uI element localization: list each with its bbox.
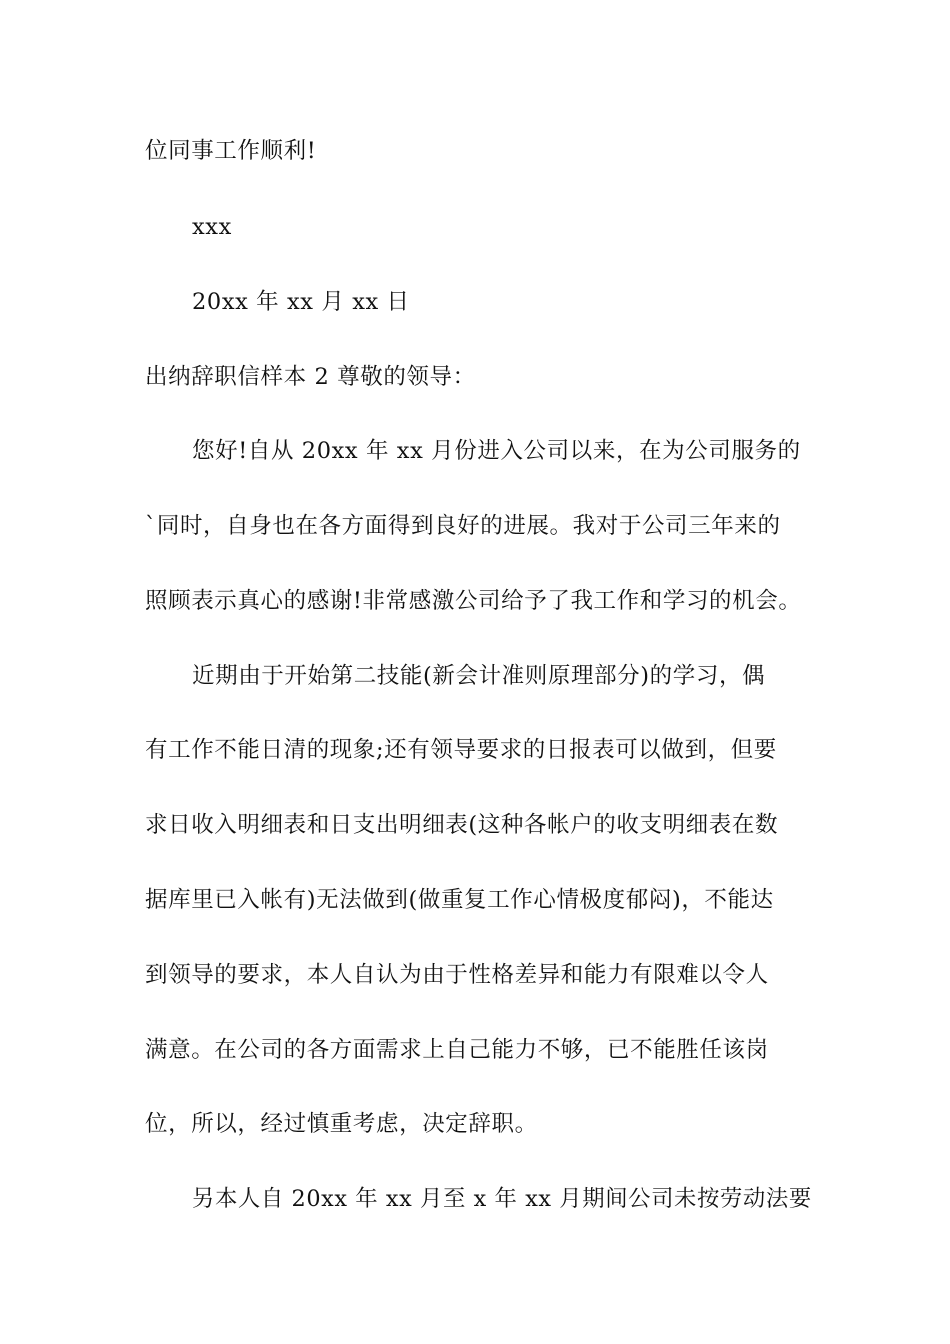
paragraph-2-line-4: 据库里已入帐有)无法做到(做重复工作心情极度郁闷)，不能达 [145,887,774,913]
paragraph-2-line-1: 近期由于开始第二技能(新会计准则原理部分)的学习，偶 [192,663,766,689]
paragraph-1-line-3: 照顾表示真心的感谢!非常感激公司给予了我工作和学习的机会。 [145,588,802,614]
paragraph-2-line-7: 位，所以，经过慎重考虑，决定辞职。 [145,1111,538,1137]
paragraph-2-line-5: 到领导的要求，本人自认为由于性格差异和能力有限难以令人 [145,962,769,988]
paragraph-2-line-2: 有工作不能日清的现象;还有领导要求的日报表可以做到，但要 [145,737,777,763]
sample-heading-salutation: 出纳辞职信样本 2 尊敬的领导： [145,364,476,390]
paragraph-3-line-1: 另本人自 20xx 年 xx 月至 x 年 xx 月期间公司未按劳动法要 [192,1186,812,1212]
paragraph-1-line-2: `同时，自身也在各方面得到良好的进展。我对于公司三年来的 [145,513,781,539]
paragraph-1-line-1: 您好!自从 20xx 年 xx 月份进入公司以来，在为公司服务的 [192,438,801,464]
signature-name: xxx [192,214,232,240]
signature-date: 20xx 年 xx 月 xx 日 [192,289,410,315]
paragraph-2-line-6: 满意。在公司的各方面需求上自己能力不够，已不能胜任该岗 [145,1037,769,1063]
paragraph-2-line-3: 求日收入明细表和日支出明细表(这种各帐户的收支明细表在数 [145,812,779,838]
closing-line: 位同事工作顺利! [145,138,317,164]
